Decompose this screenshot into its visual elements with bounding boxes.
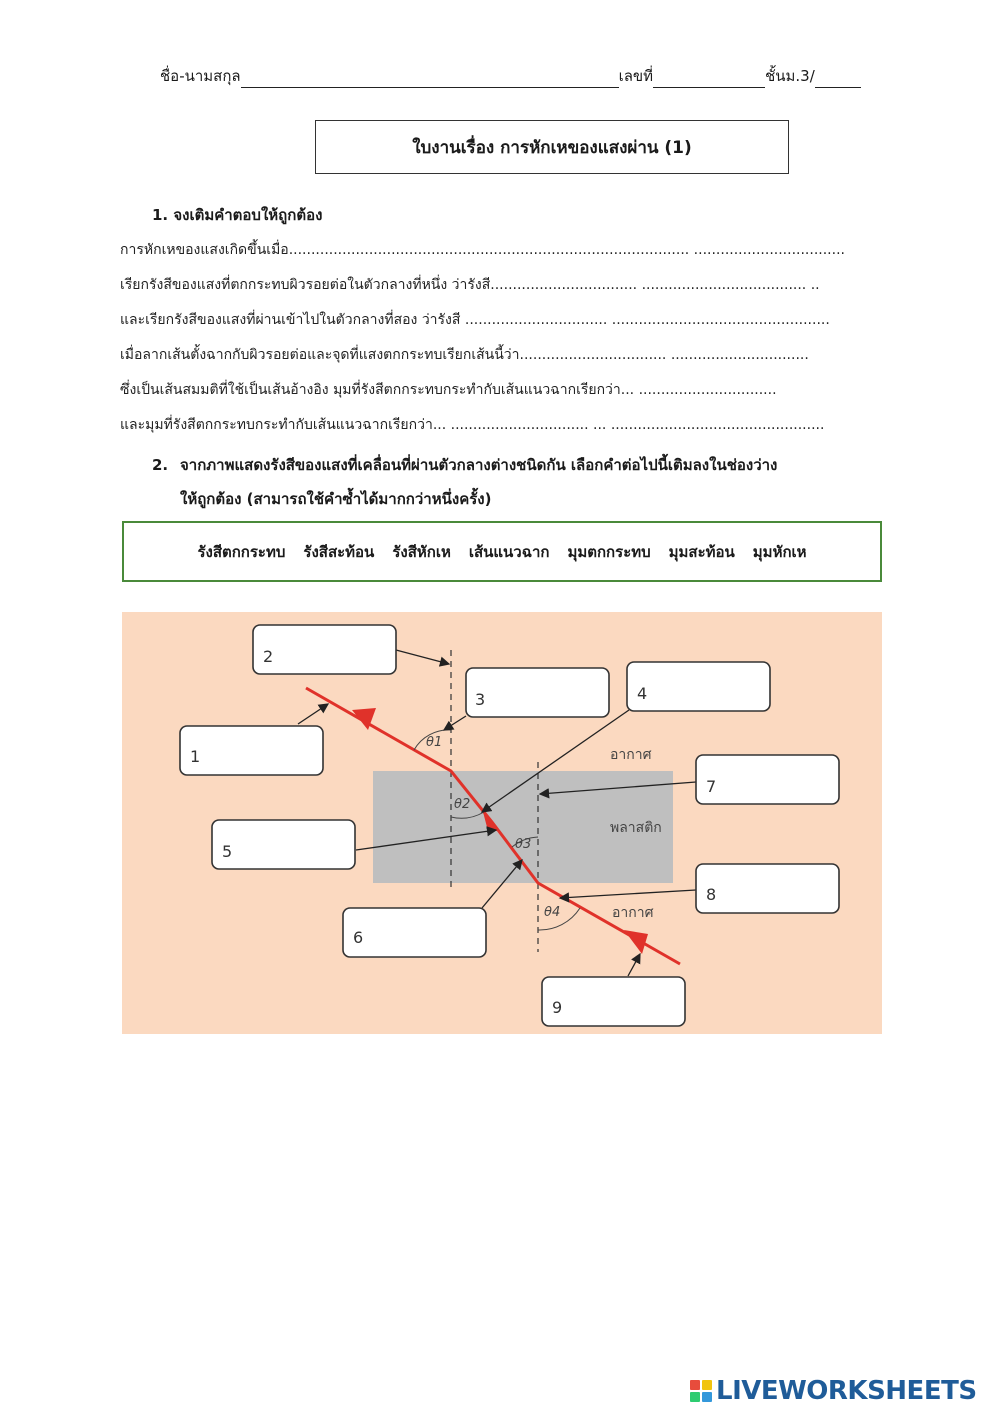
answer-box-9[interactable] [542, 977, 685, 1026]
answer-box-5-number: 5 [222, 842, 233, 861]
medium-air-top: อากาศ [610, 747, 652, 763]
worksheet-title: ใบงานเรื่อง การหักเหของแสงผ่าน (1) [315, 120, 789, 174]
brand-text: LIVEWORKSHEETS [716, 1376, 977, 1406]
answer-box-4[interactable] [627, 662, 770, 711]
name-label: ชื่อ-นามสกุล [160, 67, 241, 85]
student-info-line [160, 64, 861, 88]
q1-heading: 1. จงเติมคำตอบให้ถูกต้อง [152, 206, 323, 224]
class-field[interactable] [815, 71, 861, 88]
answer-box-8-number: 8 [706, 885, 717, 904]
answer-box-4-number: 4 [637, 684, 648, 703]
q1-line-2[interactable]: เรียกรังสีของแสงที่ตกกระทบผิวรอยต่อในตัวกลางที่หนึ่ง ว่ารังสี................................. ..................................... .. [120, 277, 820, 293]
word-bank-item: มุมสะท้อน [668, 542, 735, 561]
q1-line-6[interactable]: และมุมที่รังสีตกกระทบกระทำกับเส้นแนวฉากเรียกว่า... ............................... ... ................................................ [120, 417, 825, 433]
answer-box-1-number: 1 [190, 747, 201, 766]
word-bank-item: เส้นแนวฉาก [468, 542, 550, 561]
word-bank-item: รังสีหักเห [392, 542, 451, 561]
answer-box-3-number: 3 [475, 690, 486, 709]
answer-box-7[interactable] [696, 755, 839, 804]
number-label: เลขที่ [618, 67, 654, 85]
medium-air-bottom: อากาศ [612, 905, 654, 921]
answer-box-6-number: 6 [353, 928, 364, 947]
answer-box-3[interactable] [466, 668, 609, 717]
answer-box-2[interactable] [253, 625, 396, 674]
angle-label-3: θ3 [515, 837, 532, 852]
angle-label-1: θ1 [426, 735, 443, 750]
number-field[interactable] [653, 71, 765, 88]
answer-box-8[interactable] [696, 864, 839, 913]
q1-line-4[interactable]: เมื่อลากเส้นตั้งฉากกับผิวรอยต่อและจุดที่แสงตกกระทบเรียกเส้นนี้ว่า................................. ............................... [120, 347, 809, 363]
q1-line-1[interactable]: การหักเหของแสงเกิดขึ้นเมื่อ.......................................................................................... .................................. [120, 242, 845, 258]
answer-box-2-number: 2 [263, 647, 274, 666]
answer-box-6[interactable] [343, 908, 486, 957]
word-bank-item: รังสีตกกระทบ [197, 542, 286, 561]
angle-label-2: θ2 [454, 797, 471, 812]
word-bank [122, 521, 882, 582]
refraction-diagram [122, 612, 882, 1034]
q2-number: 2. [152, 456, 169, 474]
q1-line-5[interactable]: ซึ่งเป็นเส้นสมมติที่ใช้เป็นเส้นอ้างอิง มุมที่รังสีตกกระทบกระทำกับเส้นแนวฉากเรียกว่า... ............................... [120, 382, 777, 398]
word-bank-item: มุมตกกระทบ [567, 542, 651, 561]
name-field[interactable] [241, 71, 619, 88]
medium-plastic: พลาสติก [610, 820, 662, 836]
logo-squares-icon [690, 1380, 712, 1402]
q1-line-3[interactable]: และเรียกรังสีของแสงที่ผ่านเข้าไปในตัวกลางที่สอง ว่ารังสี ................................ ................................................. [120, 312, 830, 328]
q2-line-2: ให้ถูกต้อง (สามารถใช้คำซ้ำได้มากกว่าหนึ่งครั้ง) [180, 490, 492, 508]
answer-box-9-number: 9 [552, 998, 563, 1017]
q2-prompt [152, 448, 882, 516]
answer-box-7-number: 7 [706, 777, 717, 796]
word-bank-item: รังสีสะท้อน [303, 542, 375, 561]
liveworksheets-logo [690, 1376, 977, 1406]
class-label: ชั้นม.3/ [765, 67, 815, 85]
q2-line-1: จากภาพแสดงรังสีของแสงที่เคลื่อนที่ผ่านตัวกลางต่างชนิดกัน เลือกคำต่อไปนี้เติมลงในช่องว่าง [180, 456, 778, 474]
angle-label-4: θ4 [544, 905, 561, 920]
word-bank-item: มุมหักเห [752, 542, 807, 561]
answer-box-5[interactable] [212, 820, 355, 869]
answer-box-1[interactable] [180, 726, 323, 775]
